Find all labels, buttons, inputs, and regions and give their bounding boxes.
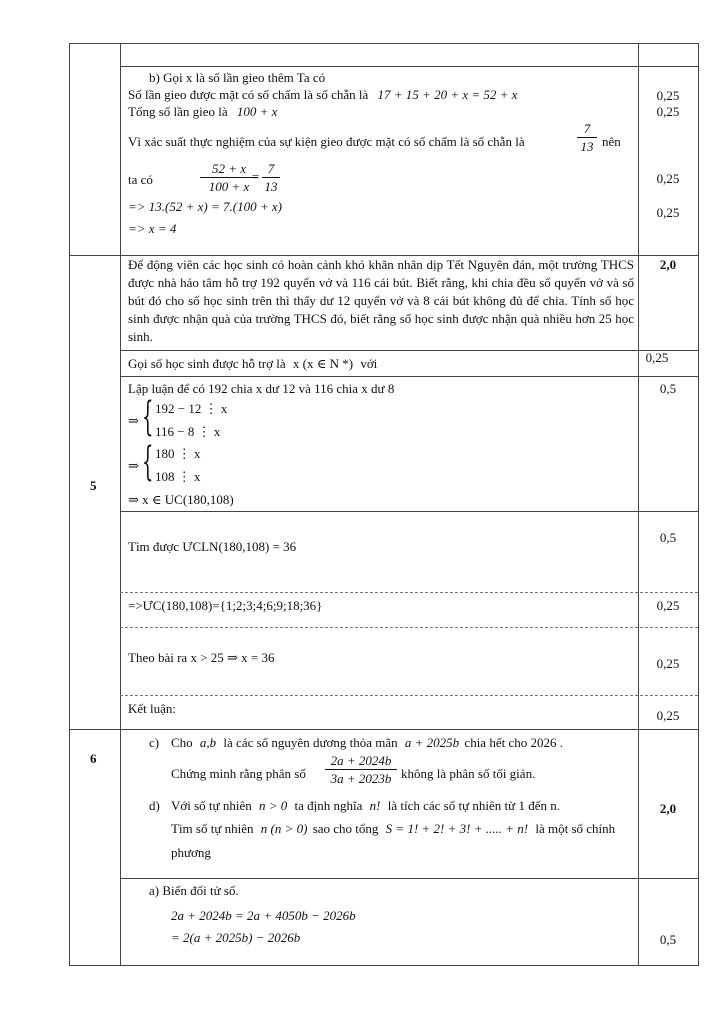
fraction-numerator: 7 [577,120,597,138]
fraction-denominator: 100 + x [208,179,250,194]
row-divider [120,511,698,512]
question-number-6: 6 [90,751,97,766]
table-border-bottom [69,965,699,966]
q5-system-1-line-2: 116 − 8 ⋮ x [155,424,221,439]
q5-system-1-line-1: 192 − 12 ⋮ x [155,401,228,416]
q6-part-d-line-3: phương [171,845,211,860]
score: 0,5 [659,932,677,947]
table-border-left [69,43,70,965]
score: 0,5 [659,381,677,396]
q5-row-6: Kết luận: [128,701,177,716]
fraction-numerator: 7 [262,160,280,178]
q5-row-3: Tìm được ƯCLN(180,108) = 36 [128,539,297,554]
score: 0,25 [656,171,680,186]
q4b-line-2-math: 17 + 15 + 20 + x = 52 + x [377,87,518,102]
q6-d-math: n! [369,798,381,813]
row-divider-dashed [120,627,698,628]
q4b-equation-fraction-left [200,160,258,195]
score: 0,25 [656,708,680,723]
row-divider [69,729,699,730]
q4b-line-3 [128,104,277,120]
q6-c-fraction [325,752,397,787]
row-divider [120,350,698,351]
fraction-denominator: 13 [264,179,278,194]
q6-answer-a-line-2: 2a + 2024b = 2a + 4050b − 2026b [171,908,356,923]
row-divider [120,66,698,67]
col-divider-1 [120,43,121,965]
q4b-line-3-math: 100 + x [236,104,278,119]
score: 0,25 [656,656,680,671]
q4b-line-1: b) Gọi x là số lần gieo thêm Ta có [149,70,326,85]
q4b-line-4-text: Vì xác suất thực nghiệm của sự kiện gieo được mặt có số chấm là số chẵn là [128,134,525,149]
q6-part-d-line-2 [171,821,615,837]
q6-part-c-line-1 [171,735,563,751]
row-divider-dashed [120,695,698,696]
q6-d-math: S = 1! + 2! + 3! + ..... + n! [385,821,529,836]
q4b-line-2-text: Số lần gieo được mặt có số chấm là số chẵn là [128,87,369,102]
q6-d-text: Với số tự nhiên [171,798,252,813]
q5-row-5: Theo bài ra x > 25 ⇒ x = 36 [128,650,275,665]
row-divider-dashed [120,592,698,593]
q4b-probability-fraction [577,120,597,155]
q5-row-1-after: với [360,356,378,371]
q5-row-2-line-1: Lập luận để có 192 chia x dư 12 và 116 chia x dư 8 [128,381,395,396]
score: 0,25 [656,88,680,103]
q5-row-2-line-4: ⇒ x ∈ UC(180,108) [128,492,234,507]
q6-c-text: chia hết cho 2026 . [464,735,563,750]
q5-row-4: =>ƯC(180,108)={1;2;3;4;6;9;18;36} [128,598,323,613]
row-divider [120,878,698,879]
question-number-5: 5 [90,478,97,493]
q5-row-1-text: Gọi số học sinh được hỗ trợ là [128,356,286,371]
table-border-top [69,43,699,44]
q6-part-d-label: d) [149,798,160,813]
q6-part-c-line-2-text: Chứng minh rằng phân số [171,766,306,781]
q6-d-text: là một số chính [535,821,616,836]
row-divider [120,376,698,377]
system-brace: { [142,394,154,440]
q4b-line-3-text: Tổng số lần gieo là [128,104,228,119]
score: 0,5 [659,530,677,545]
fraction-numerator: 2a + 2024b [325,752,397,770]
implies-arrow: ⇒ [128,413,139,428]
implies-arrow: ⇒ [128,458,139,473]
q6-part-c-label: c) [149,735,160,750]
q6-c-text: Cho [171,735,193,750]
q6-d-text: là tích các số tự nhiên từ 1 đến n. [387,798,560,813]
q4b-equation-equals: = [252,169,260,184]
fraction-denominator: 3a + 2023b [330,771,392,786]
score: 0,25 [656,598,680,613]
q6-d-text: ta định nghĩa [294,798,363,813]
score: 0,25 [645,350,669,365]
q4b-line-4-after: nên [602,134,621,149]
q5-row-1 [128,356,377,372]
q4b-line-7: => x = 4 [128,221,177,236]
q5-row-1-math: x (x ∈ N *) [292,356,354,371]
q6-d-text: sao cho tổng [312,821,379,836]
q6-total-score: 2,0 [659,801,677,816]
score: 0,25 [656,205,680,220]
q6-c-math: a + 2025b [404,735,460,750]
q6-c-math: a,b [199,735,217,750]
q5-system-2-line-2: 108 ⋮ x [155,469,201,484]
q6-part-d-line-1 [171,798,560,814]
q5-problem-text: Để động viên các học sinh có hoàn cảnh khó khăn nhân dịp Tết Nguyên đán, một trường THCS được nhà hảo tâm hỗ trợ 192 quyển vở và 116 cái bút. Biết rằng, khi chia đều số quyển vở và số bút đó cho số học sinh trên thì thấy dư 12 quyển vở và 8 cái bút không đủ để chia. Tính số học sinh được nhận quà của trường THCS đó, biết rằng số học sinh được nhận quà nhiều hơn 25 học sinh. [128,257,634,344]
score: 0,25 [656,104,680,119]
q5-total-score: 2,0 [659,257,677,272]
q6-c-text: là các số nguyên dương thỏa mãn [223,735,398,750]
q6-answer-a-label: a) Biến đổi tử số. [149,883,239,898]
q4b-line-6: => 13.(52 + x) = 7.(100 + x) [128,199,282,214]
q4b-line-5-text: ta có [128,172,153,187]
q5-system-2-line-1: 180 ⋮ x [155,446,201,461]
fraction-numerator: 52 + x [200,160,258,178]
q6-d-math: n (n > 0) [260,821,308,836]
system-brace: { [142,439,154,485]
q6-part-c-line-2-after: không là phân số tối giản. [401,766,536,781]
q4b-equation-fraction-right [262,160,280,195]
q6-d-text: Tìm số tự nhiên [171,821,254,836]
q6-answer-a-line-3: = 2(a + 2025b) − 2026b [171,930,301,945]
fraction-denominator: 13 [580,139,594,154]
q4b-line-2 [128,87,517,103]
q6-d-math: n > 0 [258,798,288,813]
